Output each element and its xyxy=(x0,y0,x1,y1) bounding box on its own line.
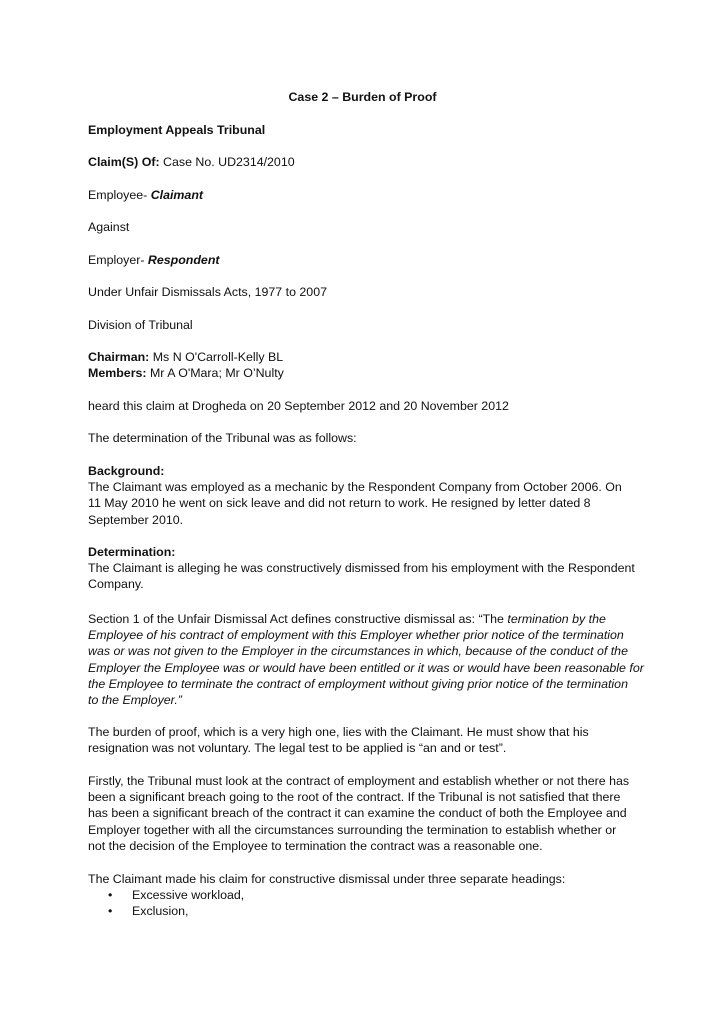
members-value: Mr A O'Mara; Mr O’Nulty xyxy=(149,366,284,380)
determination-section xyxy=(88,544,648,593)
background-heading: Background: xyxy=(88,464,165,478)
headings-list xyxy=(88,887,648,919)
burden-paragraph xyxy=(88,724,648,756)
firstly-line: been a significant breach going to the root of the contract. If the Tribunal is not satisfied that there xyxy=(88,790,621,805)
section1-quote-line: Employee of his contract of employment with this Employer whether prior notice of the termination xyxy=(88,628,624,643)
firstly-line: has been a significant breach of the contract it can examine the conduct of both the Employee and xyxy=(88,806,627,821)
chairman-label: Chairman: xyxy=(88,350,150,364)
firstly-line: Employer together with all the circumstances surrounding the termination to establish whether or xyxy=(88,822,617,837)
bullet-icon: • xyxy=(108,888,113,902)
division-line: Division of Tribunal xyxy=(88,318,193,332)
employee-role: Claimant xyxy=(150,188,204,202)
firstly-paragraph xyxy=(88,773,648,854)
section1-quote-line: to the Employer.” xyxy=(88,693,182,708)
list-item-text: Excessive workload, xyxy=(132,888,245,902)
claim-value: Case No. UD2314/2010 xyxy=(163,155,295,169)
section1-quote-line: Employer the Employee was or would have been entitled or it was or would have been reasonable for xyxy=(88,660,644,675)
employer-prefix: Employer- xyxy=(88,253,145,267)
determination-intro: The determination of the Tribunal was as follows: xyxy=(88,431,357,445)
burden-line: The burden of proof, which is a very high one, lies with the Claimant. He must show that his xyxy=(88,725,589,739)
employer-role: Respondent xyxy=(147,253,220,267)
background-section xyxy=(88,463,648,528)
firstly-line: Firstly, the Tribunal must look at the contract of employment and establish whether or not there has xyxy=(88,774,630,788)
bullet-icon: • xyxy=(108,904,113,919)
chairman-line xyxy=(88,349,648,365)
document-title: Case 2 – Burden of Proof xyxy=(288,90,437,104)
background-line: 11 May 2010 he went on sick leave and did not return to work. He resigned by letter dated 8 xyxy=(88,496,591,511)
tribunal-name: Employment Appeals Tribunal xyxy=(88,123,266,137)
members-line xyxy=(88,365,648,381)
determination-line: The Claimant is alleging he was constructively dismissed from his employment with the Respondent xyxy=(88,561,635,576)
employee-prefix: Employee- xyxy=(88,188,148,202)
claim-label: Claim(S) Of: xyxy=(88,155,160,169)
background-line: The Claimant was employed as a mechanic by the Respondent Company from October 2006. On xyxy=(88,480,622,495)
section1-italic-start: termination by the xyxy=(507,612,606,626)
section1-first-line xyxy=(88,611,648,627)
section1-quote-line: was or was not given to the Employer in the circumstances in which, because of the conduct of the xyxy=(88,644,628,659)
section1-lead: Section 1 of the Unfair Dismissal Act defines constructive dismissal as: “The xyxy=(88,612,508,626)
burden-line: resignation was not voluntary. The legal test to be applied is “an and or test”. xyxy=(88,741,507,756)
acts-line: Under Unfair Dismissals Acts, 1977 to 2007 xyxy=(88,285,327,299)
claim-made-line: The Claimant made his claim for constructive dismissal under three separate headings: xyxy=(88,872,566,886)
employer-line xyxy=(88,252,648,268)
list-item xyxy=(88,887,648,903)
background-line: September 2010. xyxy=(88,512,184,527)
chairman-value: Ms N O'Carroll-Kelly BL xyxy=(152,350,284,364)
headings-list-wrapper xyxy=(88,887,648,919)
list-item xyxy=(88,903,648,919)
section1-paragraph xyxy=(88,611,648,708)
against-line: Against xyxy=(88,220,130,234)
members-label: Members: xyxy=(88,366,147,380)
section1-quote-line: the Employee to terminate the contract of employment without giving prior notice of the termination xyxy=(88,676,628,691)
firstly-line: not the decision of the Employee to termination the contract was a reasonable one. xyxy=(88,838,543,853)
determination-heading: Determination: xyxy=(88,545,176,559)
claim-line xyxy=(88,154,648,170)
employee-line xyxy=(88,187,648,203)
list-item-text: Exclusion, xyxy=(132,904,189,919)
heard-line: heard this claim at Drogheda on 20 September 2012 and 20 November 2012 xyxy=(88,399,509,413)
determination-line: Company. xyxy=(88,577,144,592)
